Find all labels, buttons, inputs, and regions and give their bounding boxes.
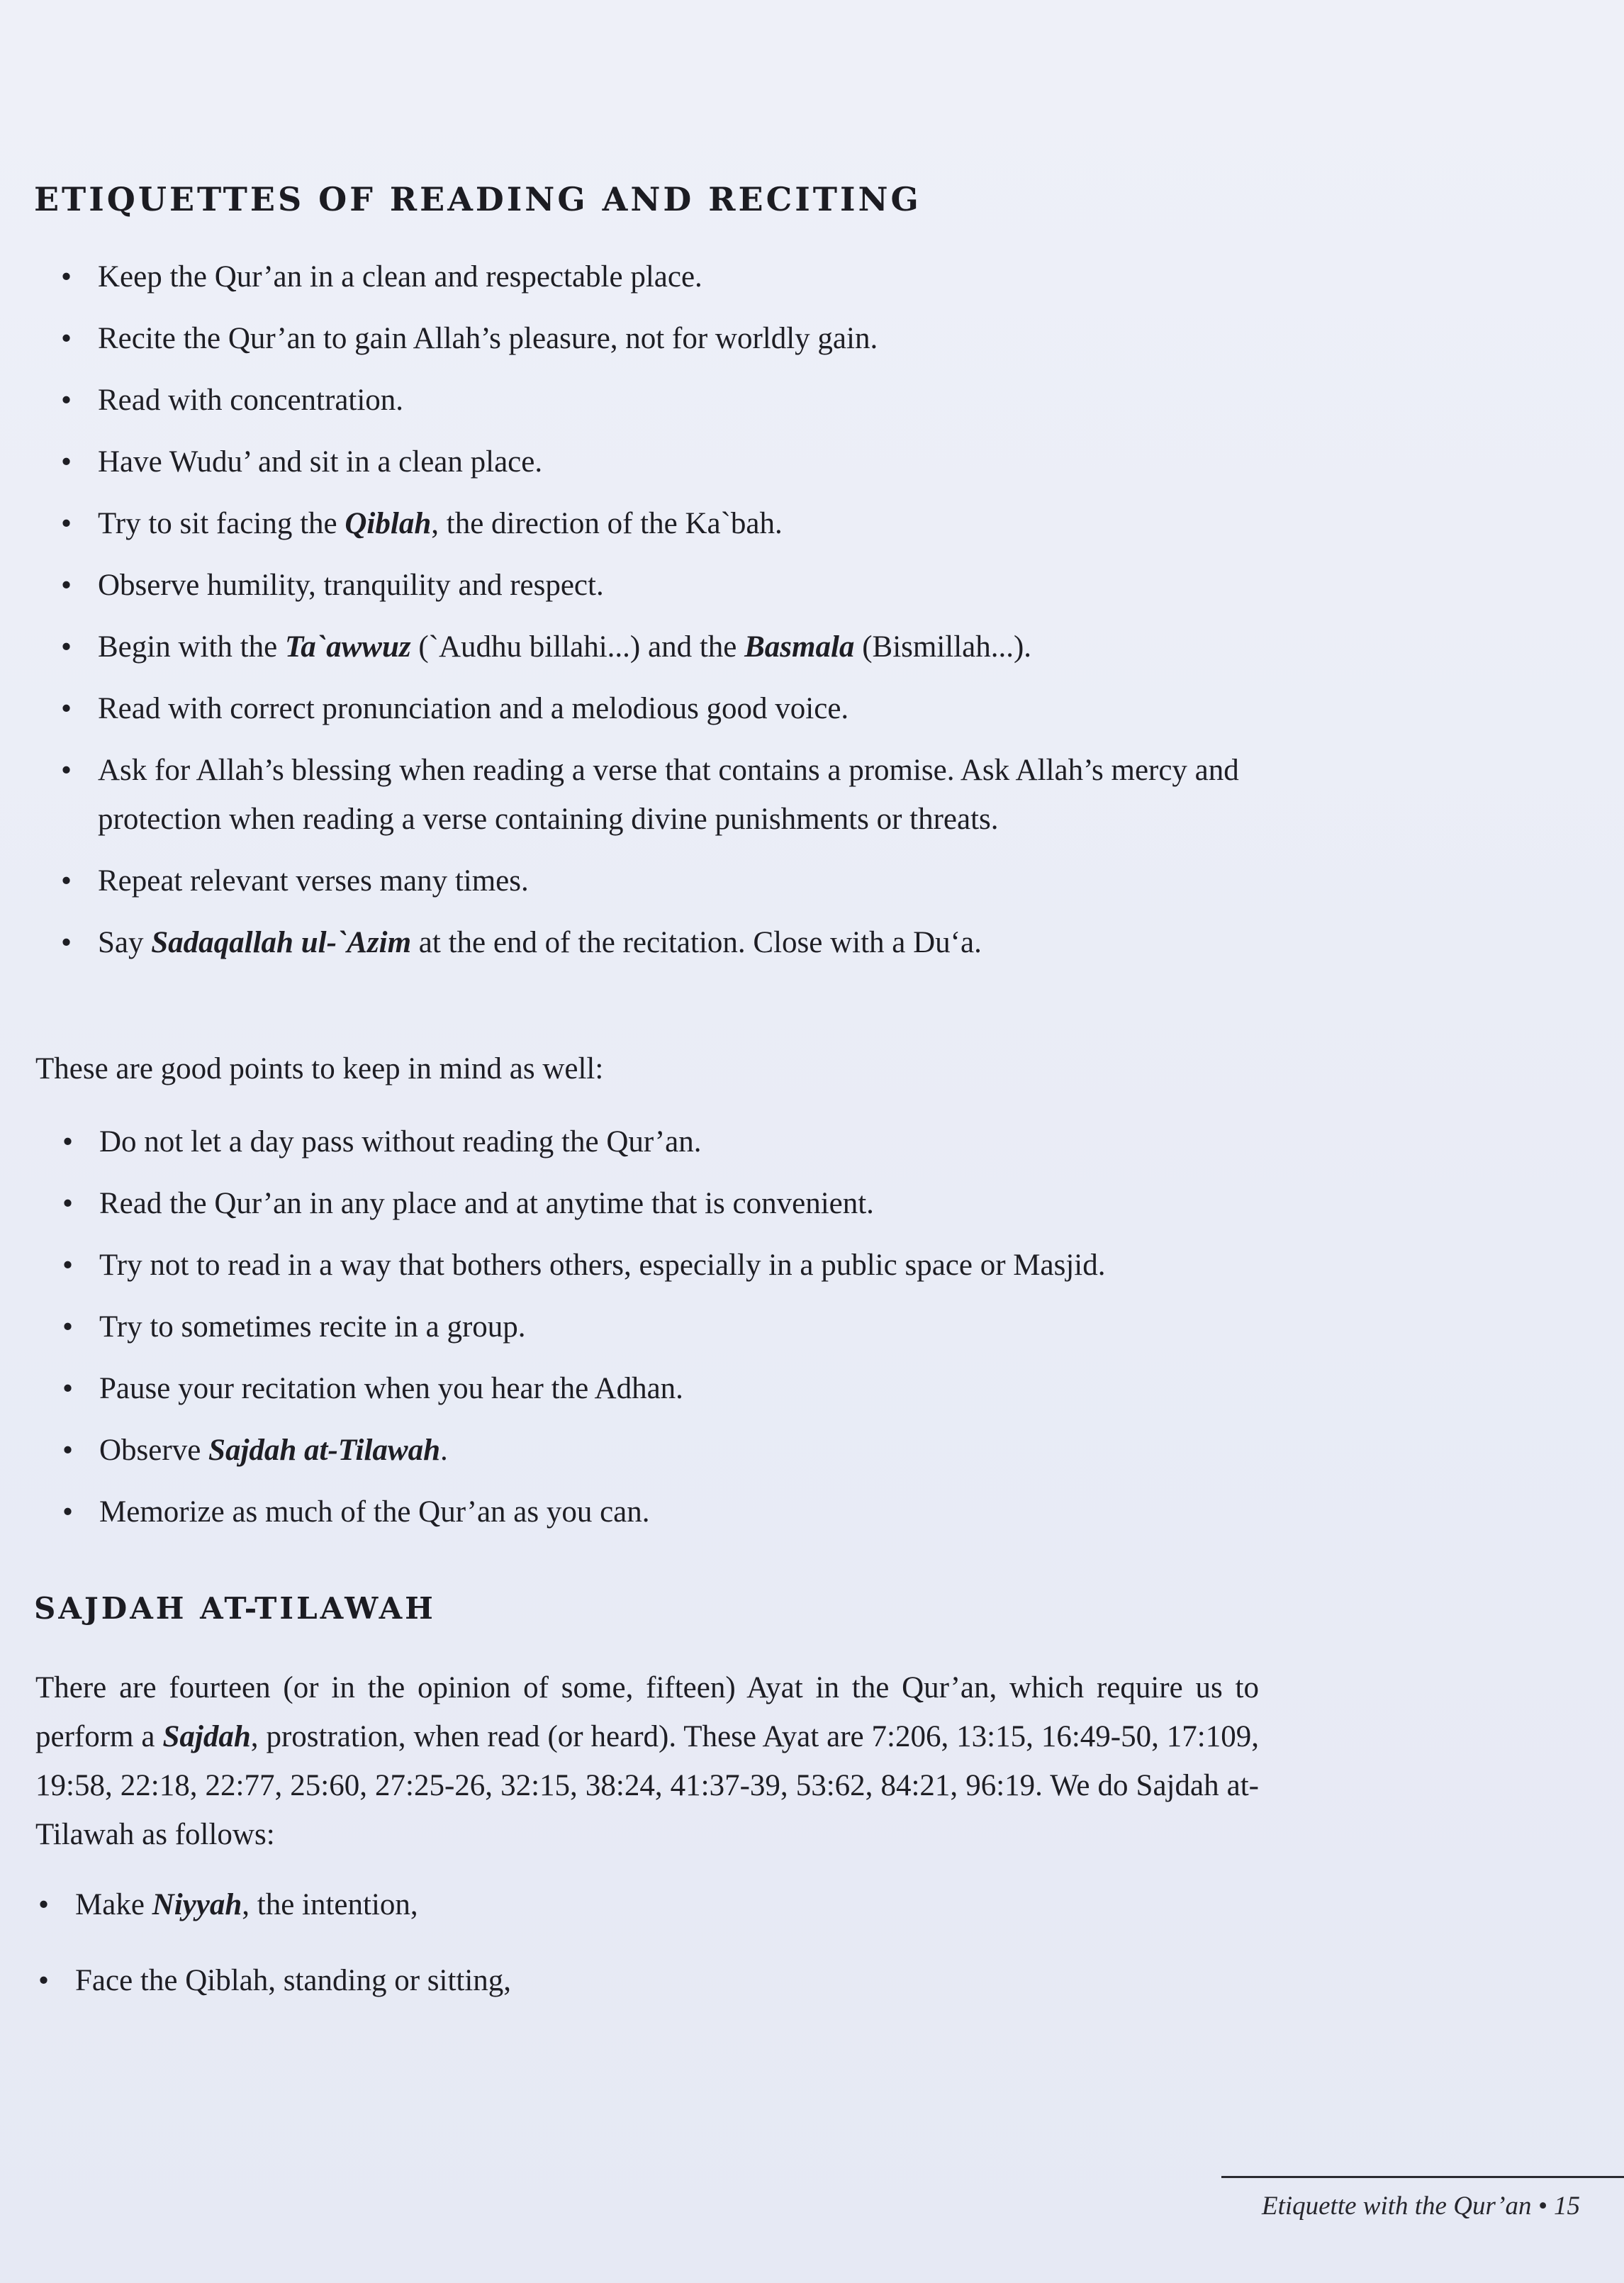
list-item [34, 499, 1267, 548]
list-item [35, 1179, 1269, 1228]
bullet-icon: • [61, 692, 72, 725]
list-item-text: Try to sit facing the [98, 507, 345, 540]
list-item [35, 1241, 1269, 1290]
list-item-text: Say [98, 926, 152, 959]
list-item-text: . [439, 1434, 448, 1467]
page-footer: Etiquette with the Qur’an • 15 [1261, 2192, 1580, 2221]
bullet-icon: • [62, 1249, 74, 1282]
list-item-text: at the end of the recitation. Close with a Du‘a. [411, 926, 982, 959]
list-item [34, 437, 1267, 486]
list-item [35, 1302, 1269, 1351]
sajdah-paragraph [35, 1663, 1259, 1859]
list-item [35, 1426, 1269, 1475]
bullet-icon: • [61, 322, 72, 355]
bullet-icon: • [61, 864, 72, 898]
bullet-icon: • [61, 754, 72, 787]
bullet-icon: • [61, 569, 72, 602]
bullet-icon: • [38, 1964, 50, 1997]
sajdah-paragraph-post: , prostration, when read (or heard). These Ayat are 7:206, 13:15, 16:49-50, 17:109, 19:58, 22:18, 22:77, 25:60, 27:25-26, 32:15, 38:24, 41:37-39, 53:62, 84:21, 96:19. We do Sajdah at-Tilawah as follows: [35, 1720, 1259, 1851]
list-item [34, 1956, 1267, 2005]
list-item-text: Recite the Qur’an to gain Allah’s pleasure, not for worldly gain. [98, 322, 878, 355]
list-item-text: Keep the Qur’an in a clean and respectable place. [98, 260, 702, 294]
sajdah-paragraph-pre: There are fourteen (or in the opinion of some, fifteen) Ayat in the Qur’an, which require us to perform a [35, 1671, 1259, 1753]
bullet-icon: • [61, 445, 72, 479]
etiquettes-list [34, 252, 1267, 980]
bullet-icon: • [61, 926, 72, 959]
list-item-text: Read with correct pronunciation and a melodious good voice. [98, 692, 849, 725]
bullet-icon: • [61, 260, 72, 294]
list-item [34, 623, 1267, 671]
list-item [34, 314, 1267, 363]
list-item [34, 561, 1267, 610]
emphasized-term: Qiblah [345, 507, 432, 540]
good-points-intro: These are good points to keep in mind as well: [35, 1052, 604, 1085]
list-item [34, 856, 1267, 905]
list-item-text: Ask for Allah’s blessing when reading a verse that contains a promise. Ask Allah’s mercy and protection when reading a verse containing divine punishments or threats. [98, 754, 1239, 836]
list-item [34, 684, 1267, 733]
bullet-icon: • [38, 1888, 50, 1921]
list-item-text: , the direction of the Ka`bah. [431, 507, 783, 540]
sajdah-paragraph-term: Sajdah [162, 1720, 251, 1753]
bullet-icon: • [61, 630, 72, 664]
emphasized-term: Sajdah at-Tilawah [208, 1434, 440, 1467]
list-item-text: Observe humility, tranquility and respect. [98, 569, 604, 602]
bullet-icon: • [62, 1434, 74, 1467]
list-item-text: , the intention, [242, 1888, 418, 1921]
bullet-icon: • [62, 1495, 74, 1529]
good-points-list [35, 1117, 1269, 1549]
list-item [34, 252, 1267, 301]
bullet-icon: • [61, 507, 72, 540]
bullet-icon: • [62, 1310, 74, 1344]
emphasized-term: Ta`awwuz [284, 630, 411, 664]
emphasized-term: Niyyah [152, 1888, 242, 1921]
list-item [35, 1487, 1269, 1536]
list-item-text: Pause your recitation when you hear the Adhan. [99, 1372, 683, 1405]
list-item [34, 376, 1267, 425]
list-item-text: Face the Qiblah, standing or sitting, [75, 1964, 512, 1997]
bullet-icon: • [61, 384, 72, 417]
bullet-icon: • [62, 1125, 74, 1159]
bullet-icon: • [62, 1187, 74, 1220]
list-item-text: (`Audhu billahi...) and the [410, 630, 745, 664]
list-item-text: Observe [99, 1434, 209, 1467]
list-item-text: Do not let a day pass without reading the Qur’an. [99, 1125, 702, 1159]
list-item-text: Try not to read in a way that bothers others, especially in a public space or Masjid. [99, 1249, 1106, 1282]
list-item-text: Try to sometimes recite in a group. [99, 1310, 526, 1344]
bullet-icon: • [62, 1372, 74, 1405]
list-item [35, 1364, 1269, 1413]
list-item-text: Read the Qur’an in any place and at anytime that is convenient. [99, 1187, 874, 1220]
list-item-text: Have Wudu’ and sit in a clean place. [98, 445, 543, 479]
list-item-text: (Bismillah...). [854, 630, 1032, 664]
list-item-text: Repeat relevant verses many times. [98, 864, 529, 898]
list-item-text: Make [75, 1888, 152, 1921]
list-item-text: Begin with the [98, 630, 285, 664]
list-item-text: Memorize as much of the Qur’an as you can. [99, 1495, 650, 1529]
footer-rule [1221, 2176, 1624, 2178]
list-item-text: Read with concentration. [98, 384, 404, 417]
emphasized-term: Sadaqallah ul-`Azim [151, 926, 412, 959]
emphasized-term: Basmala [744, 630, 855, 664]
list-item [34, 918, 1267, 967]
list-item [34, 1880, 1267, 1929]
section-heading-sajdah: SAJDAH AT-TILAWAH [34, 1591, 436, 1626]
list-item [34, 746, 1267, 844]
section-heading-etiquettes: ETIQUETTES OF READING AND RECITING [34, 180, 922, 218]
sajdah-steps-list [34, 1880, 1267, 2032]
list-item [35, 1117, 1269, 1166]
